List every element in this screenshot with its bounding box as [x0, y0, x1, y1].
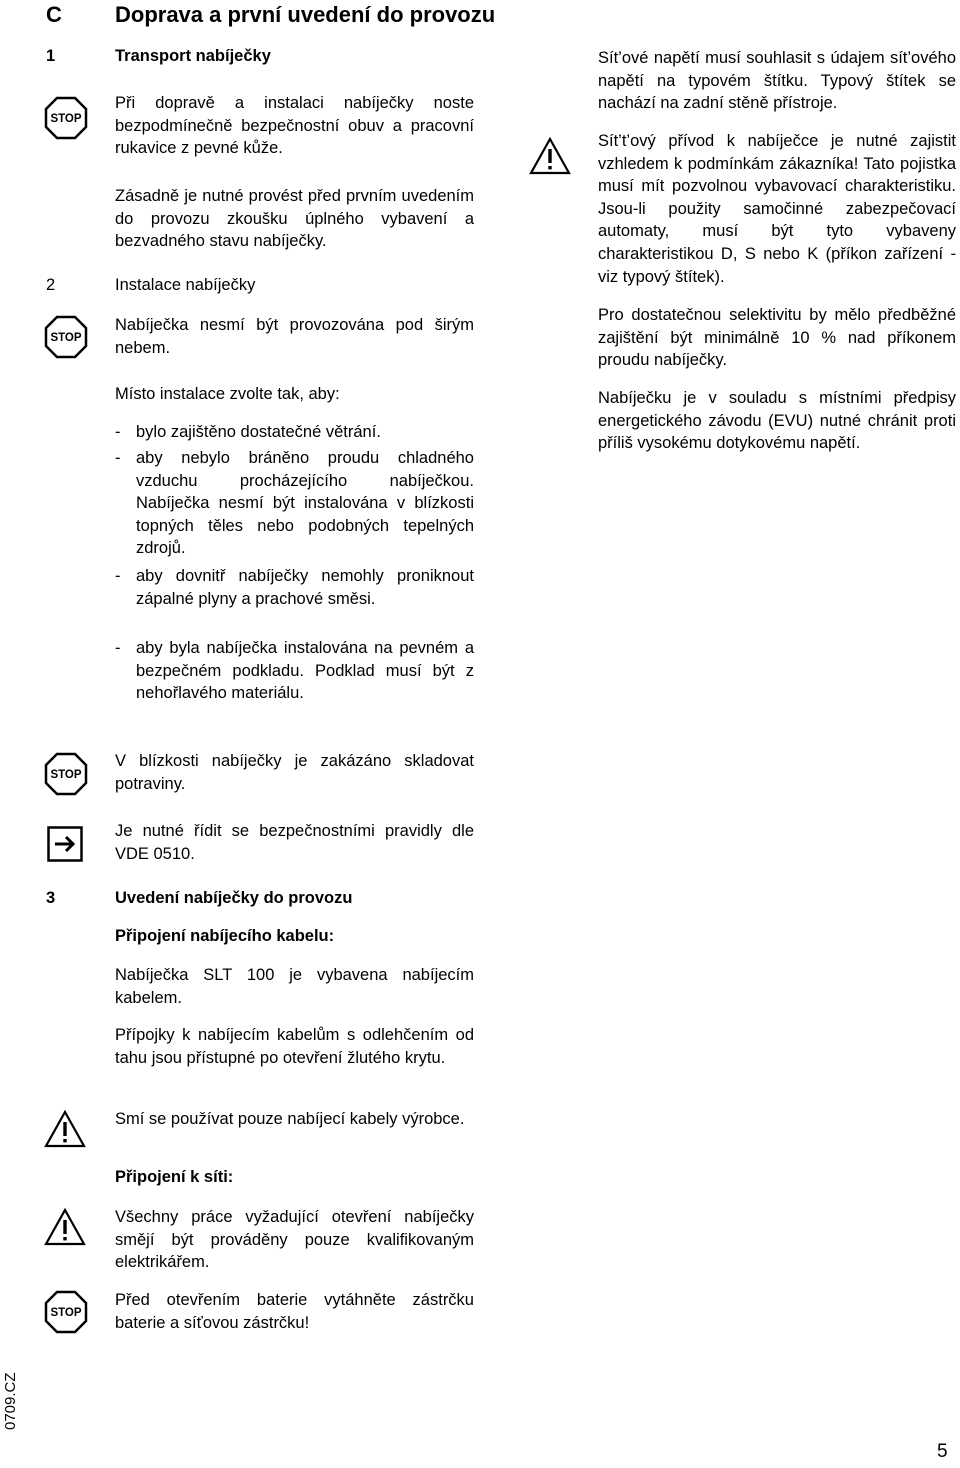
section-3-paragraph-3: Smí se používat pouze nabíjecí kabely výrobce. [115, 1110, 465, 1128]
list-item [115, 637, 474, 705]
section-2-paragraph-2: Místo instalace zvolte tak, aby: [115, 385, 340, 403]
list-dash: - [115, 567, 121, 585]
section-3-paragraph-1: Nabíječka SLT 100 je vybavena nabíjecím kabelem. [115, 966, 474, 1007]
right-paragraph-2: Sít’t’ový přívod k nabíječce je nutné zajistit vzhledem k podmínkám zákazníka! Tato pojistka musí mít pozvolnou vybavovací charakteristiku. Jsou-li použity samočinné zabezpečovací automaty, musí být tyto vybaveny charakteristikou D, S nebo K (příkon zařízení - viz typový štítek). [598, 132, 956, 286]
warning-icon [44, 1110, 86, 1148]
list-item-text: aby byla nabíječka instalována na pevném a bezpečném podkladu. Podklad musí být z nehořlavého materiálu. [136, 639, 474, 703]
stop-icon [44, 1290, 88, 1334]
section-3-number: 3 [46, 889, 56, 907]
right-paragraph-3: Pro dostatečnou selektivitu by mělo předběžné zajištění být minimálně 10 % nad příkonem proudu nabíječky. [598, 306, 956, 370]
warning-icon [529, 137, 571, 175]
section-2-number: 2 [46, 276, 56, 294]
stop-icon [44, 96, 88, 140]
list-dash: - [115, 639, 121, 657]
arrow-note-icon [47, 826, 83, 862]
page-number: 5 [937, 1441, 948, 1462]
section-3-paragraph-2: Přípojky k nabíjecím kabelům s odlehčením od tahu jsou přístupné po otevření žlutého krytu. [115, 1026, 474, 1067]
document-code: 0709.CZ [2, 1372, 19, 1430]
subheading-cable: Připojení nabíjecího kabelu: [115, 927, 335, 945]
list-dash: - [115, 449, 121, 467]
warning-icon [44, 1208, 86, 1246]
section-2-title: Instalace nabíječky [115, 276, 256, 294]
right-paragraph-4: Nabíječku je v souladu s místními předpisy energetického závodu (EVU) nutné chránit proti příliš vysokému dotykovému napětí. [598, 389, 956, 453]
svg-text:STOP: STOP [50, 1307, 82, 1319]
list-dash: - [115, 423, 121, 441]
section-2-paragraph-4: Je nutné řídit se bezpečnostními pravidly dle VDE 0510. [115, 822, 474, 863]
section-3-title: Uvedení nabíječky do provozu [115, 889, 353, 907]
section-1-title: Transport nabíječky [115, 47, 271, 65]
svg-text:STOP: STOP [50, 332, 82, 344]
section-1-number: 1 [46, 47, 56, 65]
section-3-paragraph-4: Všechny práce vyžadující otevření nabíječky smějí být prováděny pouze kvalifikovaným elektrikářem. [115, 1208, 474, 1272]
section-2-paragraph-1: Nabíječka nesmí být provozována pod širým nebem. [115, 316, 474, 357]
chapter-letter: C [46, 2, 62, 27]
stop-icon [44, 752, 88, 796]
chapter-title: Doprava a první uvedení do provozu [115, 2, 496, 27]
list-item [115, 565, 474, 610]
list-item-text: bylo zajištěno dostatečné větrání. [136, 423, 381, 441]
list-item [115, 421, 474, 444]
svg-text:STOP: STOP [50, 769, 82, 781]
list-item-text: aby nebylo bráněno proudu chladného vzduchu procházejícího nabíječkou. Nabíječka nesmí být instalována v blízkosti topných těles nebo podobných tepelných zdrojů. [136, 449, 474, 558]
svg-text:STOP: STOP [50, 113, 82, 125]
section-1-paragraph-1: Při dopravě a instalaci nabíječky noste bezpodmínečně bezpečnostní obuv a pracovní rukavice z pevné kůže. [115, 94, 474, 158]
section-1-paragraph-2: Zásadně je nutné provést před prvním uvedením do provozu zkoušku úplného vybavení a bezvadného stavu nabíječky. [115, 187, 474, 251]
subheading-mains: Připojení k síti: [115, 1168, 234, 1186]
stop-icon [44, 315, 88, 359]
section-2-paragraph-3: V blízkosti nabíječky je zakázáno skladovat potraviny. [115, 752, 474, 793]
right-paragraph-1: Sít’ové napětí musí souhlasit s údajem sít’ového napětí na typovém štítku. Typový štítek se nachází na zadní stěně přístroje. [598, 49, 956, 113]
section-3-paragraph-5: Před otevřením baterie vytáhněte zástrčku baterie a síťovou zástrčku! [115, 1291, 474, 1332]
list-item [115, 447, 474, 560]
list-item-text: aby dovnitř nabíječky nemohly proniknout zápalné plyny a prachové směsi. [136, 567, 474, 608]
